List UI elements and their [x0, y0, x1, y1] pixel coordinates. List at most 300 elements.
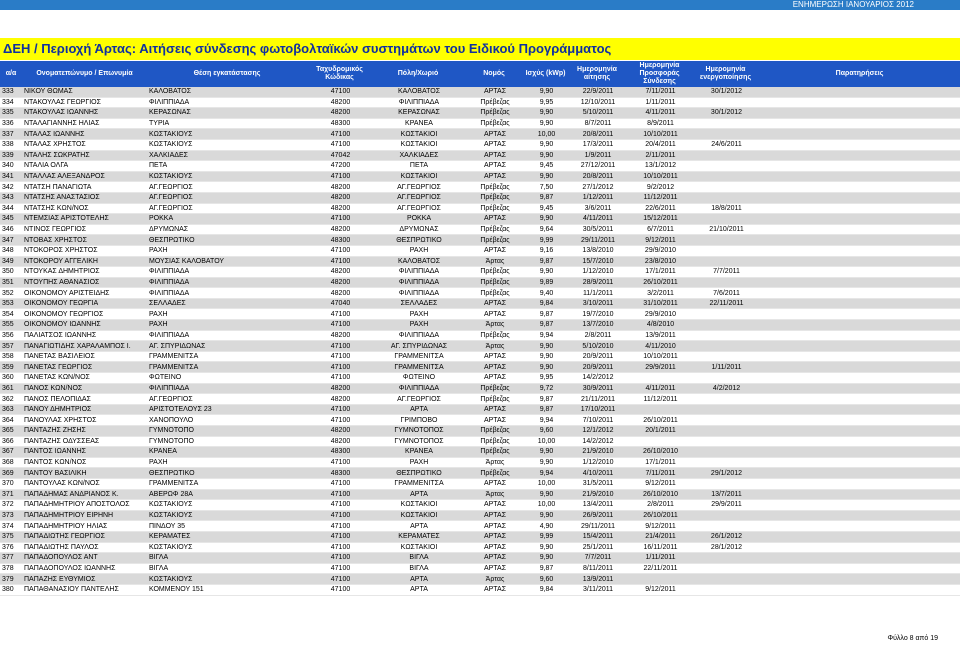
cell-offer-date: 6/7/2011	[627, 224, 692, 235]
cell-application-date: 19/7/2010	[567, 309, 627, 320]
cell-name: ΠΑΝΤΟΣ ΚΩΝ/ΝΟΣ	[22, 457, 147, 468]
cell-power: 9,94	[524, 415, 567, 426]
cell-power: 9,40	[524, 288, 567, 299]
cell-postcode: 47100	[307, 373, 372, 384]
cell-prefecture: ΑΡΤΑΣ	[464, 415, 524, 426]
cell-prefecture: Πρέβεζας	[464, 182, 524, 193]
cell-prefecture: Πρέβεζας	[464, 288, 524, 299]
cell-city: ΓΥΜΝΟΤΟΠΟΣ	[372, 436, 464, 447]
cell-power: 9,90	[524, 150, 567, 161]
cell-power: 9,90	[524, 362, 567, 373]
cell-application-date: 27/12/2011	[567, 161, 627, 172]
cell-power: 9,84	[524, 584, 567, 595]
col-header-application-date: Ημερομηνία αίτησης	[567, 61, 627, 87]
cell-aa: 338	[0, 139, 22, 150]
cell-remarks	[759, 394, 960, 405]
cell-location: ΓΥΜΝΟΤΟΠΟ	[147, 436, 307, 447]
cell-remarks	[759, 118, 960, 129]
table-row	[0, 203, 960, 214]
cell-application-date: 30/9/2011	[567, 383, 627, 394]
cell-application-date: 1/12/2010	[567, 457, 627, 468]
cell-location: ΦΙΛΙΠΠΙΑΔΑ	[147, 288, 307, 299]
cell-power: 9,90	[524, 489, 567, 500]
cell-aa: 380	[0, 584, 22, 595]
cell-offer-date: 20/4/2011	[627, 139, 692, 150]
cell-postcode: 48200	[307, 426, 372, 437]
cell-city: ΦΙΛΙΠΠΙΑΔΑ	[372, 288, 464, 299]
cell-aa: 367	[0, 447, 22, 458]
table-row	[0, 182, 960, 193]
cell-postcode: 48300	[307, 118, 372, 129]
cell-location: ΚΕΡΑΣΩΝΑΣ	[147, 108, 307, 119]
table-row	[0, 521, 960, 532]
cell-offer-date: 11/12/2011	[627, 192, 692, 203]
cell-power: 9,90	[524, 139, 567, 150]
cell-power: 9,87	[524, 404, 567, 415]
cell-name: ΟΙΚΟΝΟΜΟΥ ΑΡΙΣΤΕΙΔΗΣ	[22, 288, 147, 299]
cell-city: ΓΡΑΜΜΕΝΙΤΣΑ	[372, 362, 464, 373]
table-row	[0, 468, 960, 479]
cell-power: 9,87	[524, 563, 567, 574]
cell-prefecture: ΑΡΤΑΣ	[464, 87, 524, 97]
cell-city: ΓΡΑΜΜΕΝΙΤΣΑ	[372, 351, 464, 362]
cell-name: ΝΤΑΤΣΗΣ ΑΝΑΣΤΑΣΙΟΣ	[22, 192, 147, 203]
cell-activation-date: 30/1/2012	[692, 87, 759, 97]
cell-offer-date: 26/10/2010	[627, 447, 692, 458]
table-row	[0, 362, 960, 373]
cell-location: ΑΓ. ΣΠΥΡΙΔΩΝΑΣ	[147, 341, 307, 352]
cell-city: ΚΩΣΤΑΚΙΟΙ	[372, 129, 464, 140]
cell-location: ΚΕΡΑΜΑΤΕΣ	[147, 531, 307, 542]
cell-aa: 334	[0, 97, 22, 108]
cell-application-date: 5/10/2011	[567, 108, 627, 119]
cell-prefecture: ΑΡΤΑΣ	[464, 563, 524, 574]
cell-remarks	[759, 288, 960, 299]
cell-city: ΓΡΑΜΜΕΝΙΤΣΑ	[372, 478, 464, 489]
cell-remarks	[759, 500, 960, 511]
cell-location: ΔΡΥΜΩΝΑΣ	[147, 224, 307, 235]
cell-prefecture: ΑΡΤΑΣ	[464, 161, 524, 172]
cell-offer-date: 1/11/2011	[627, 97, 692, 108]
cell-activation-date	[692, 447, 759, 458]
cell-city: ΒΙΓΛΑ	[372, 553, 464, 564]
table-row	[0, 288, 960, 299]
cell-location: ΚΩΣΤΑΚΙΟΥΣ	[147, 139, 307, 150]
cell-aa: 362	[0, 394, 22, 405]
table-row	[0, 320, 960, 331]
cell-postcode: 47200	[307, 161, 372, 172]
cell-aa: 374	[0, 521, 22, 532]
table-row	[0, 394, 960, 405]
table-row	[0, 373, 960, 384]
cell-remarks	[759, 447, 960, 458]
cell-power: 9,90	[524, 171, 567, 182]
cell-name: ΠΑΝΟΥΛΑΣ ΧΡΗΣΤΟΣ	[22, 415, 147, 426]
cell-power: 10,00	[524, 436, 567, 447]
cell-postcode: 47100	[307, 309, 372, 320]
cell-name: ΠΑΠΑΖΗΣ ΕΥΘΥΜΙΟΣ	[22, 574, 147, 585]
table-row	[0, 309, 960, 320]
cell-power: 9,90	[524, 267, 567, 278]
cell-postcode: 47100	[307, 457, 372, 468]
col-header-name: Ονοματεπώνυμο / Επωνυμία	[22, 61, 147, 87]
cell-aa: 350	[0, 267, 22, 278]
cell-remarks	[759, 457, 960, 468]
table-row	[0, 267, 960, 278]
cell-city: ΣΕΛΛΑΔΕΣ	[372, 298, 464, 309]
cell-postcode: 47100	[307, 415, 372, 426]
cell-offer-date: 15/12/2011	[627, 214, 692, 225]
cell-city: ΚΕΡΑΜΑΤΕΣ	[372, 531, 464, 542]
cell-power: 9,94	[524, 468, 567, 479]
cell-location: ΦΩΤΕΙΝΟ	[147, 373, 307, 384]
cell-aa: 352	[0, 288, 22, 299]
cell-remarks	[759, 383, 960, 394]
cell-power: 10,00	[524, 129, 567, 140]
cell-power: 9,94	[524, 330, 567, 341]
cell-location: ΒΙΓΛΑ	[147, 553, 307, 564]
cell-prefecture: Πρέβεζας	[464, 277, 524, 288]
cell-location: ΚΩΣΤΑΚΙΟΥΣ	[147, 574, 307, 585]
cell-prefecture: Άρτας	[464, 256, 524, 267]
cell-application-date: 28/9/2011	[567, 277, 627, 288]
cell-activation-date	[692, 97, 759, 108]
cell-application-date: 20/8/2011	[567, 129, 627, 140]
cell-offer-date: 9/12/2011	[627, 235, 692, 246]
cell-location: ΚΩΣΤΑΚΙΟΥΣ	[147, 510, 307, 521]
cell-postcode: 47100	[307, 553, 372, 564]
cell-activation-date	[692, 394, 759, 405]
cell-city: ΦΙΛΙΠΠΙΑΔΑ	[372, 97, 464, 108]
cell-power: 7,50	[524, 182, 567, 193]
cell-aa: 355	[0, 320, 22, 331]
cell-application-date: 15/4/2011	[567, 531, 627, 542]
cell-prefecture: ΑΡΤΑΣ	[464, 362, 524, 373]
cell-offer-date: 2/8/2011	[627, 500, 692, 511]
cell-name: ΝΤΟΚΟΡΟΣ ΧΡΗΣΤΟΣ	[22, 245, 147, 256]
cell-application-date: 14/2/2012	[567, 436, 627, 447]
cell-location: ΑΓ.ΓΕΩΡΓΙΟΣ	[147, 203, 307, 214]
cell-location: ΣΕΛΛΑΔΕΣ	[147, 298, 307, 309]
table-row	[0, 150, 960, 161]
cell-remarks	[759, 426, 960, 437]
cell-aa: 364	[0, 415, 22, 426]
cell-remarks	[759, 309, 960, 320]
cell-aa: 344	[0, 203, 22, 214]
cell-name: ΝΤΑΤΣΗΣ ΚΩΝ/ΝΟΣ	[22, 203, 147, 214]
cell-aa: 351	[0, 277, 22, 288]
cell-application-date: 21/9/2010	[567, 489, 627, 500]
cell-power: 9,87	[524, 394, 567, 405]
cell-offer-date: 10/10/2011	[627, 171, 692, 182]
cell-city: ΒΙΓΛΑ	[372, 563, 464, 574]
cell-city: ΚΑΛΟΒΑΤΟΣ	[372, 256, 464, 267]
cell-name: ΝΤΑΛΑΣ ΧΡΗΣΤΟΣ	[22, 139, 147, 150]
cell-postcode: 47100	[307, 521, 372, 532]
cell-postcode: 48300	[307, 468, 372, 479]
cell-power: 9,90	[524, 510, 567, 521]
cell-location: ΡΑΧΗ	[147, 457, 307, 468]
cell-offer-date: 17/1/2011	[627, 267, 692, 278]
cell-city: ΘΕΣΠΡΩΤΙΚΟ	[372, 235, 464, 246]
cell-activation-date	[692, 161, 759, 172]
cell-remarks	[759, 404, 960, 415]
cell-name: ΝΤΑΛΙΑ ΟΛΓΑ	[22, 161, 147, 172]
cell-name: ΠΑΠΑΔΟΠΟΥΛΟΣ ΑΝΤ	[22, 553, 147, 564]
table-row	[0, 171, 960, 182]
cell-postcode: 48200	[307, 97, 372, 108]
cell-application-date: 29/11/2011	[567, 521, 627, 532]
cell-activation-date: 24/6/2011	[692, 139, 759, 150]
cell-city: ΑΡΤΑ	[372, 404, 464, 415]
cell-aa: 376	[0, 542, 22, 553]
cell-name: ΝΙΚΟΥ ΘΩΜΑΣ	[22, 87, 147, 97]
cell-offer-date: 21/4/2011	[627, 531, 692, 542]
cell-prefecture: ΑΡΤΑΣ	[464, 584, 524, 595]
table-row	[0, 426, 960, 437]
cell-activation-date: 26/1/2012	[692, 531, 759, 542]
cell-aa: 357	[0, 341, 22, 352]
table-row	[0, 436, 960, 447]
table-row	[0, 457, 960, 468]
cell-power: 9,64	[524, 224, 567, 235]
cell-name: ΝΤΑΛΑΣ ΙΩΑΝΝΗΣ	[22, 129, 147, 140]
title-bar	[0, 38, 960, 60]
cell-prefecture: ΑΡΤΑΣ	[464, 214, 524, 225]
cell-remarks	[759, 330, 960, 341]
cell-power: 9,90	[524, 351, 567, 362]
cell-offer-date: 22/6/2011	[627, 203, 692, 214]
cell-city: ΦΙΛΙΠΠΙΑΔΑ	[372, 267, 464, 278]
cell-postcode: 47100	[307, 362, 372, 373]
cell-power: 9,45	[524, 161, 567, 172]
cell-power: 9,90	[524, 87, 567, 97]
cell-prefecture: Άρτας	[464, 489, 524, 500]
cell-power: 9,90	[524, 542, 567, 553]
cell-prefecture: Πρέβεζας	[464, 267, 524, 278]
col-header-location: Θέση εγκατάστασης	[147, 61, 307, 87]
cell-remarks	[759, 574, 960, 585]
cell-name: ΠΑΝΟΣ ΠΕΛΟΠΙΔΑΣ	[22, 394, 147, 405]
cell-aa: 372	[0, 500, 22, 511]
table-row	[0, 531, 960, 542]
cell-offer-date: 26/10/2011	[627, 415, 692, 426]
cell-city: ΑΓ.ΓΕΩΡΓΙΟΣ	[372, 192, 464, 203]
cell-remarks	[759, 171, 960, 182]
cell-postcode: 47042	[307, 150, 372, 161]
cell-aa: 378	[0, 563, 22, 574]
cell-postcode: 47100	[307, 139, 372, 150]
cell-location: ΦΙΛΙΠΠΙΑΔΑ	[147, 97, 307, 108]
cell-prefecture: ΑΡΤΑΣ	[464, 478, 524, 489]
cell-aa: 337	[0, 129, 22, 140]
cell-activation-date: 21/10/2011	[692, 224, 759, 235]
cell-prefecture: Πρέβεζας	[464, 192, 524, 203]
cell-power: 9,99	[524, 531, 567, 542]
cell-name: ΠΑΝΤΑΖΗΣ ΖΗΣΗΣ	[22, 426, 147, 437]
cell-postcode: 48200	[307, 277, 372, 288]
cell-name: ΠΑΝΤΑΖΗΣ ΟΔΥΣΣΕΑΣ	[22, 436, 147, 447]
cell-aa: 368	[0, 457, 22, 468]
cell-remarks	[759, 245, 960, 256]
cell-postcode: 47100	[307, 214, 372, 225]
cell-prefecture: Πρέβεζας	[464, 203, 524, 214]
table-row	[0, 129, 960, 140]
cell-application-date: 7/10/2011	[567, 415, 627, 426]
cell-application-date: 13/8/2010	[567, 245, 627, 256]
cell-city: ΓΡΙΜΠΟΒΟ	[372, 415, 464, 426]
table-row	[0, 224, 960, 235]
cell-offer-date: 29/9/2010	[627, 245, 692, 256]
cell-name: ΝΤΑΤΣΗ ΠΑΝΑΓΙΩΤΑ	[22, 182, 147, 193]
cell-prefecture: ΑΡΤΑΣ	[464, 298, 524, 309]
cell-prefecture: Άρτας	[464, 341, 524, 352]
cell-activation-date	[692, 341, 759, 352]
cell-remarks	[759, 108, 960, 119]
cell-name: ΠΑΠΑΔΗΜΗΤΡΙΟΥ ΗΛΙΑΣ	[22, 521, 147, 532]
cell-remarks	[759, 192, 960, 203]
table-row	[0, 404, 960, 415]
cell-remarks	[759, 351, 960, 362]
table-row	[0, 383, 960, 394]
cell-name: ΠΑΝΤΟΥΛΑΣ ΚΩΝ/ΝΟΣ	[22, 478, 147, 489]
cell-aa: 342	[0, 182, 22, 193]
cell-application-date: 20/8/2011	[567, 171, 627, 182]
cell-prefecture: Άρτας	[464, 320, 524, 331]
col-header-postcode: Ταχυδρομικός Κώδικας	[307, 61, 372, 87]
cell-offer-date	[627, 404, 692, 415]
cell-aa: 340	[0, 161, 22, 172]
cell-name: ΟΙΚΟΝΟΜΟΥ ΓΕΩΡΓΙΟΣ	[22, 309, 147, 320]
table-row	[0, 97, 960, 108]
cell-power: 9,60	[524, 426, 567, 437]
cell-prefecture: ΑΡΤΑΣ	[464, 521, 524, 532]
cell-aa: 359	[0, 362, 22, 373]
cell-remarks	[759, 267, 960, 278]
table-row	[0, 542, 960, 553]
cell-remarks	[759, 224, 960, 235]
cell-offer-date: 13/1/2012	[627, 161, 692, 172]
cell-remarks	[759, 489, 960, 500]
cell-remarks	[759, 277, 960, 288]
cell-city: ΑΓ.ΓΕΩΡΓΙΟΣ	[372, 182, 464, 193]
cell-location: ΡΑΧΗ	[147, 320, 307, 331]
page-title: ΔΕΗ / Περιοχή Άρτας: Αιτήσεις σύνδεσης φωτοβολταϊκών συστημάτων του Ειδικού Προγράμματος	[3, 41, 612, 56]
cell-activation-date	[692, 330, 759, 341]
cell-city: ΡΑΧΗ	[372, 245, 464, 256]
cell-name: ΟΙΚΟΝΟΜΟΥ ΙΩΑΝΝΗΣ	[22, 320, 147, 331]
cell-name: ΠΑΝΕΤΑΣ ΒΑΣΙΛΕΙΟΣ	[22, 351, 147, 362]
cell-city: ΘΕΣΠΡΩΤΙΚΟ	[372, 468, 464, 479]
cell-prefecture: ΑΡΤΑΣ	[464, 373, 524, 384]
cell-activation-date	[692, 415, 759, 426]
cell-location: ΑΓ.ΓΕΩΡΓΙΟΣ	[147, 394, 307, 405]
cell-city: ΚΩΣΤΑΚΙΟΙ	[372, 510, 464, 521]
cell-application-date: 17/10/2011	[567, 404, 627, 415]
cell-remarks	[759, 373, 960, 384]
cell-remarks	[759, 468, 960, 479]
top-update-bar	[0, 0, 960, 10]
cell-offer-date: 2/11/2011	[627, 150, 692, 161]
cell-aa: 361	[0, 383, 22, 394]
cell-city: ΠΕΤΑ	[372, 161, 464, 172]
cell-power: 9,90	[524, 553, 567, 564]
cell-location: ΓΡΑΜΜΕΝΙΤΣΑ	[147, 478, 307, 489]
cell-aa: 358	[0, 351, 22, 362]
col-header-prefecture: Νομός	[464, 61, 524, 87]
cell-name: ΠΑΠΑΔΗΜΗΤΡΙΟΥ ΕΙΡΗΝΗ	[22, 510, 147, 521]
cell-application-date: 29/11/2011	[567, 235, 627, 246]
cell-postcode: 47100	[307, 129, 372, 140]
cell-application-date: 12/10/2011	[567, 97, 627, 108]
cell-power: 4,90	[524, 521, 567, 532]
cell-location: ΡΑΧΗ	[147, 309, 307, 320]
cell-offer-date: 9/12/2011	[627, 478, 692, 489]
cell-name: ΝΤΙΝΟΣ ΓΕΩΡΓΙΟΣ	[22, 224, 147, 235]
cell-postcode: 47100	[307, 351, 372, 362]
cell-aa: 343	[0, 192, 22, 203]
col-header-remarks: Παρατηρήσεις	[759, 61, 960, 87]
cell-power: 10,00	[524, 500, 567, 511]
cell-city: ΔΡΥΜΩΝΑΣ	[372, 224, 464, 235]
cell-remarks	[759, 436, 960, 447]
cell-prefecture: ΑΡΤΑΣ	[464, 171, 524, 182]
cell-city: ΚΡΑΝΕΑ	[372, 118, 464, 129]
cell-power: 9,90	[524, 118, 567, 129]
cell-application-date: 11/1/2011	[567, 288, 627, 299]
cell-city: ΑΡΤΑ	[372, 584, 464, 595]
cell-prefecture: ΑΡΤΑΣ	[464, 129, 524, 140]
cell-prefecture: Άρτας	[464, 574, 524, 585]
cell-power: 9,90	[524, 341, 567, 352]
cell-name: ΝΤΟΚΟΡΟΥ ΑΓΓΕΛΙΚΗ	[22, 256, 147, 267]
cell-offer-date: 4/11/2011	[627, 383, 692, 394]
cell-postcode: 47100	[307, 478, 372, 489]
cell-offer-date: 7/11/2011	[627, 468, 692, 479]
cell-aa: 353	[0, 298, 22, 309]
cell-aa: 366	[0, 436, 22, 447]
table-row	[0, 214, 960, 225]
cell-postcode: 48200	[307, 394, 372, 405]
cell-prefecture: ΑΡΤΑΣ	[464, 309, 524, 320]
table-row	[0, 489, 960, 500]
cell-name: ΠΑΝΤΟΥ ΒΑΣΙΛΙΚΗ	[22, 468, 147, 479]
cell-name: ΠΑΝΑΓΙΩΤΙΔΗΣ ΧΑΡΑΛΑΜΠΟΣ Ι.	[22, 341, 147, 352]
table-row	[0, 256, 960, 267]
cell-prefecture: Πρέβεζας	[464, 468, 524, 479]
cell-offer-date	[627, 373, 692, 384]
cell-remarks	[759, 478, 960, 489]
col-header-activation-date: Ημερομηνία ενεργοποίησης	[692, 61, 759, 87]
cell-aa: 346	[0, 224, 22, 235]
cell-postcode: 47100	[307, 171, 372, 182]
table-header-row	[0, 61, 960, 87]
cell-application-date: 8/7/2011	[567, 118, 627, 129]
cell-aa: 365	[0, 426, 22, 437]
table-row	[0, 108, 960, 119]
cell-name: ΝΤΑΚΟΥΛΑΣ ΓΕΩΡΓΙΟΣ	[22, 97, 147, 108]
cell-prefecture: ΑΡΤΑΣ	[464, 553, 524, 564]
cell-aa: 373	[0, 510, 22, 521]
cell-offer-date: 9/2/2012	[627, 182, 692, 193]
cell-application-date: 2/8/2011	[567, 330, 627, 341]
cell-activation-date: 28/1/2012	[692, 542, 759, 553]
cell-remarks	[759, 129, 960, 140]
cell-location: ΓΡΑΜΜΕΝΙΤΣΑ	[147, 351, 307, 362]
cell-offer-date: 31/10/2011	[627, 298, 692, 309]
cell-location: ΡΟΚΚΑ	[147, 214, 307, 225]
table-row	[0, 235, 960, 246]
